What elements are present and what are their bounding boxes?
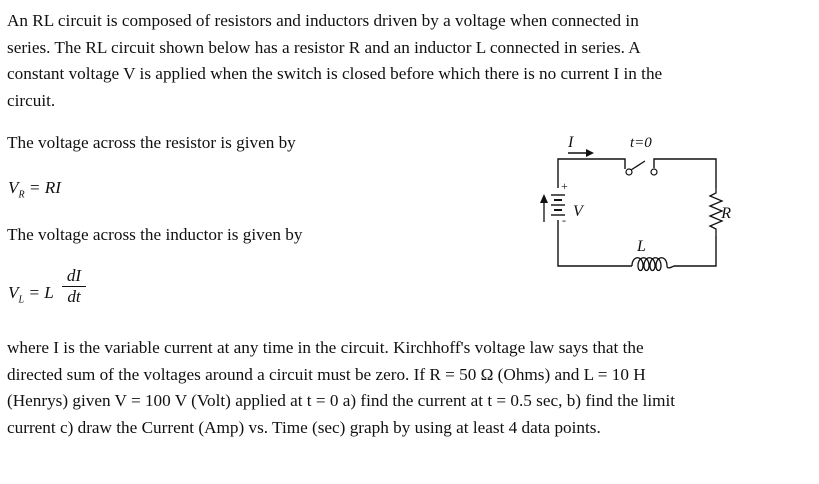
equation-lhs: V (8, 283, 19, 302)
resistor-icon (710, 188, 722, 236)
rl-circuit-diagram (530, 128, 730, 273)
resistor-label: R (721, 205, 731, 222)
problem-line: (Henrys) given V = 100 V (Volt) applied at t = 0 a) find the current at t = 0.5 sec, b) find the limit (7, 391, 676, 410)
resistor-voltage-label: The voltage across the resistor is given by (7, 133, 296, 152)
intro-paragraph (7, 8, 807, 114)
intro-line: series. The RL circuit shown below has a resistor R and an inductor L connected in series. A (7, 37, 641, 57)
switch (626, 161, 657, 175)
inductor-voltage-label: The voltage across the inductor is given by (7, 225, 303, 244)
resistor-voltage-equation (8, 178, 61, 200)
derivative-fraction (62, 266, 86, 307)
fraction-numerator: dI (62, 266, 86, 287)
inductor-icon (632, 258, 674, 271)
switch-label: t=0 (630, 135, 652, 151)
equation-subscript: R (18, 189, 25, 201)
intro-line: circuit. (7, 90, 56, 110)
source-plus-label: + (561, 179, 568, 193)
problem-line: where I is the variable current at any time in the circuit. Kirchhoff's voltage law says that the (7, 338, 644, 357)
equation-subscript: L (18, 294, 25, 306)
source-label: V (573, 203, 583, 220)
inductor-label: L (637, 238, 646, 255)
inductor-voltage-equation (8, 283, 54, 305)
equation-rhs: = RI (28, 178, 62, 197)
wire-bottom-left (558, 220, 632, 266)
problem-line: current c) draw the Current (Amp) vs. Time (sec) graph by using at least 4 data points. (7, 417, 601, 437)
wire-bottom-right (674, 236, 716, 266)
source-minus-label: - (562, 213, 566, 227)
intro-line: constant voltage V is applied when the switch is closed before which there is no current I in the (7, 64, 663, 83)
wire-top-left (558, 159, 625, 188)
intro-line: An RL circuit is composed of resistors and inductors driven by a voltage when connected in (7, 11, 639, 30)
equation-mid: = L (28, 283, 54, 302)
current-label: I (568, 134, 574, 151)
problem-paragraph (7, 335, 807, 441)
problem-line: directed sum of the voltages around a circuit must be zero. If R = 50 Ω (Ohms) and L = 10 H (7, 364, 646, 384)
equation-lhs: V (8, 178, 19, 197)
wire-top-right (654, 159, 716, 188)
fraction-denominator: dt (67, 287, 81, 306)
